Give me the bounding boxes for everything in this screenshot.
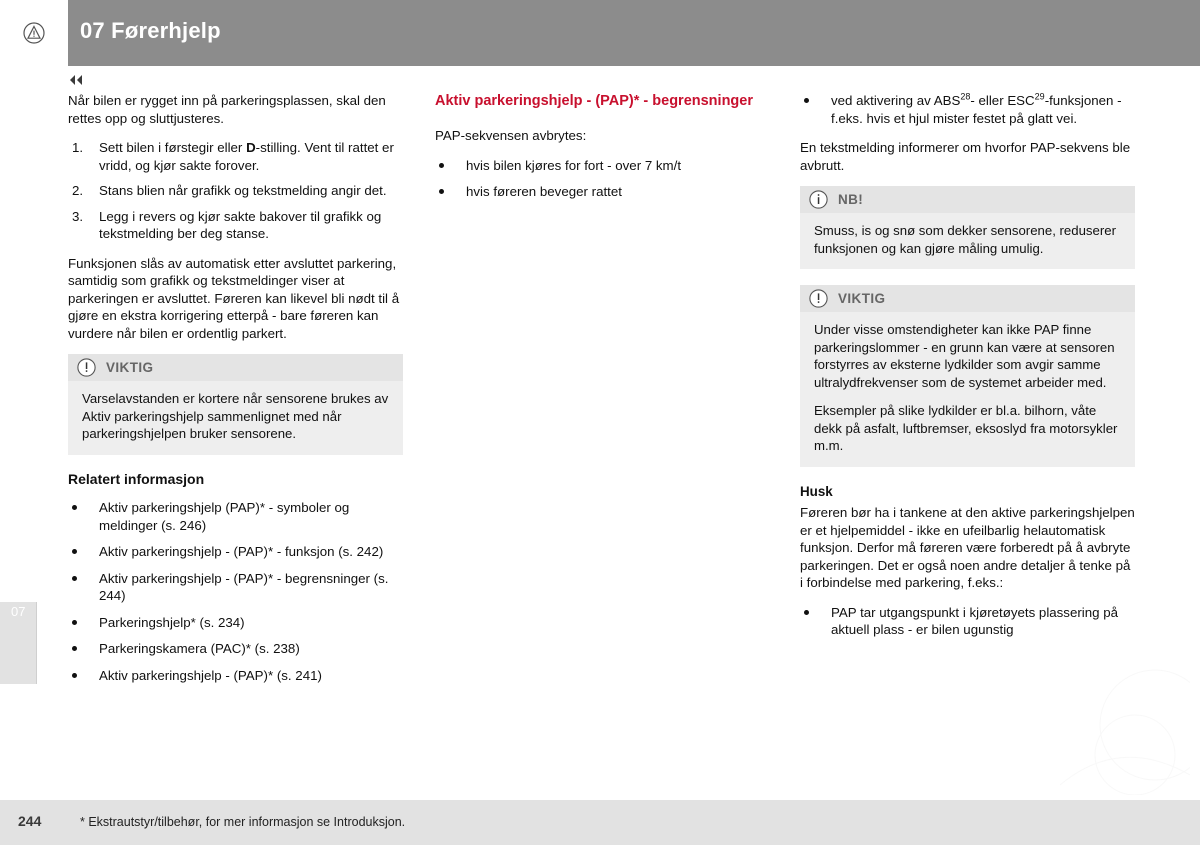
important-box-body: [68, 381, 403, 455]
important-box-right: [800, 285, 1135, 467]
related-link-label: Parkeringshjelp* (s. 234): [99, 614, 245, 630]
list-item[interactable]: [68, 667, 403, 685]
list-item: [435, 157, 770, 175]
exclamation-circle-icon: [809, 289, 828, 308]
step-text-pre: Stans blien når grafikk og tekstmelding angir det.: [99, 183, 387, 198]
paragraph-textmessage: En tekstmelding informerer om hvorfor PAP-sekvens ble avbrutt.: [800, 140, 1131, 173]
list-item: [435, 183, 770, 201]
bullet-text-b: - eller ESC: [970, 93, 1035, 108]
note-box-title: NB!: [838, 191, 864, 207]
important-box-title: VIKTIG: [838, 290, 886, 306]
list-item: [68, 182, 403, 200]
section-heading-pap-limits: Aktiv parkeringshjelp - (PAP)* - begrensninger: [435, 93, 753, 109]
step-text-bold: D: [246, 140, 256, 155]
important-box-body: [800, 312, 1135, 467]
warning-triangle-icon: [23, 22, 45, 44]
list-item: [68, 208, 403, 243]
important-box-header: [800, 285, 1135, 312]
related-info-heading: Relatert informasjon: [68, 470, 205, 487]
list-item[interactable]: [68, 640, 403, 658]
related-link-label: Aktiv parkeringshjelp - (PAP)* - begrensninger (s. 244): [99, 570, 389, 603]
column-right: [800, 92, 1135, 651]
important-box-text-1: Under visse omstendigheter kan ikke PAP finne parkeringslommer - en grunn kan være at sensoren forstyrres av eksterne lydkilder som avgir samme ultralydfrekvenser som de systemet arbeider med.: [814, 322, 1115, 390]
paragraph-autostop: Funksjonen slås av automatisk etter avsluttet parkering, samtidig som grafikk og tekstmeldinger viser at parkeringen er avsluttet. Føreren kan likevel bli nødt til å gjøre en ekstra korrigering etterpå - bare føreren kan vurdere når bilen er ordentlig parkert.: [68, 255, 400, 341]
footer-note: * Ekstrautstyr/tilbehør, for mer informasjon se Introduksjon.: [80, 815, 406, 829]
bullet-text-c: -funksjonen - f.eks. hvis et hjul mister festet på glatt vei.: [831, 93, 1122, 126]
chapter-side-tab-number: 07: [11, 604, 26, 619]
step-text-post: -stilling. Vent til rattet er vridd, og kjør sakte forover.: [99, 140, 394, 173]
list-item-label: hvis føreren beveger rattet: [466, 184, 622, 199]
list-item: [68, 139, 403, 174]
column-left: [68, 92, 403, 696]
husk-list: [800, 604, 1135, 639]
important-box-title: VIKTIG: [106, 359, 154, 375]
related-link-label: Aktiv parkeringshjelp - (PAP)* - funksjon (s. 242): [99, 544, 384, 559]
bullet-text-a: ved aktivering av ABS: [831, 93, 961, 108]
note-box-nb: [800, 186, 1135, 269]
related-link-label: Aktiv parkeringshjelp (PAP)* - symboler og meldinger (s. 246): [99, 500, 350, 533]
related-link-label: Aktiv parkeringshjelp - (PAP)* (s. 241): [99, 667, 322, 683]
intro-paragraph: Når bilen er rygget inn på parkeringsplassen, skal den rettes opp og sluttjusteres.: [68, 93, 386, 126]
list-item: [800, 604, 1135, 639]
decorative-ornament: [1060, 665, 1190, 795]
husk-heading: Husk: [800, 483, 833, 499]
list-item-label: PAP tar utgangspunkt i kjøretøyets plassering på aktuell plass - er bilen ugunstig: [831, 604, 1119, 637]
info-circle-icon: [809, 190, 828, 209]
step-text-pre: Sett bilen i førstegir eller: [99, 140, 247, 155]
step-text-pre: Legg i revers og kjør sakte bakover til grafikk og tekstmelding ber deg stanse.: [99, 208, 382, 241]
list-item: [800, 92, 1135, 127]
list-item[interactable]: [68, 543, 403, 561]
footnote-ref-28: 28: [960, 91, 971, 102]
related-link-label: Parkeringskamera (PAC)* (s. 238): [99, 641, 300, 656]
double-left-arrow-icon[interactable]: [68, 74, 84, 86]
note-box-header: [800, 186, 1135, 213]
list-item[interactable]: [68, 570, 403, 605]
footnote-ref-29: 29: [1034, 91, 1045, 102]
list-item-label: hvis bilen kjøres for fort - over 7 km/t: [466, 157, 682, 173]
abort-conditions-list: [435, 157, 770, 201]
list-item[interactable]: [68, 614, 403, 632]
abort-conditions-list-cont: [800, 92, 1135, 127]
page-number: 244: [18, 813, 42, 829]
column-middle: [435, 92, 770, 213]
procedure-list: [68, 139, 403, 243]
paragraph-lead: PAP-sekvensen avbrytes:: [435, 128, 587, 143]
important-box-text: Varselavstanden er kortere når sensorene brukes av Aktiv parkeringshjelp sammenlignet med når parkeringshjelpen bruker sensorene.: [82, 391, 389, 441]
important-box-text-2: Eksempler på slike lydkilder er bl.a. bilhorn, våte dekk på asfalt, luftbremser, eksoslyd fra motorsykler m.m.: [814, 403, 1118, 453]
related-info-list: [68, 499, 403, 684]
list-item[interactable]: [68, 499, 403, 534]
note-box-text: Smuss, is og snø som dekker sensorene, reduserer funksjonen og kan gjøre måling umulig.: [814, 223, 1116, 256]
page-header: [0, 0, 1200, 66]
exclamation-circle-icon: [77, 358, 96, 377]
page-title: 07 Førerhjelp: [80, 18, 221, 43]
important-box-left: [68, 354, 403, 455]
husk-paragraph: Føreren bør ha i tankene at den aktive parkeringshjelpen er et hjelpemiddel - ikke en ufeilbarlig helautomatisk funksjon. Derfor må føreren være forberedt på å avbryte parkeringen. Det er også noen andre detaljer å tenke på i forbindelse med parkering, f.eks.:: [800, 505, 1135, 590]
important-box-header: [68, 354, 403, 381]
note-box-body: [800, 213, 1135, 269]
